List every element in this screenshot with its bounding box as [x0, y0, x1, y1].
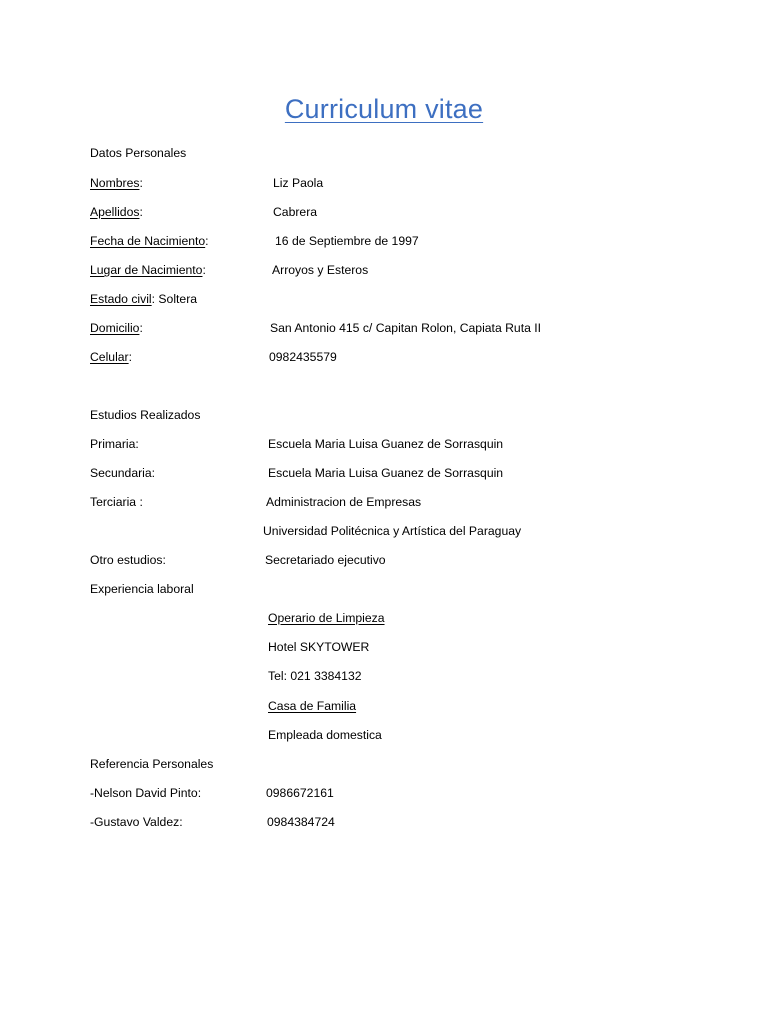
- value-fecha-nacimiento: 16 de Septiembre de 1997: [275, 234, 419, 248]
- value-otros-estudios: Secretariado ejecutivo: [265, 553, 386, 567]
- value-domicilio: San Antonio 415 c/ Capitan Rolon, Capiata Ruta II: [270, 321, 542, 335]
- section-heading-studies: Estudios Realizados: [90, 408, 201, 422]
- page-title: Curriculum vitae: [284, 94, 484, 124]
- job1-place: Hotel SKYTOWER: [268, 640, 370, 654]
- value-estado-civil: Soltera: [158, 292, 198, 306]
- label-fecha-nacimiento-text: Fecha de Nacimiento: [90, 234, 206, 248]
- label-ref2: -Gustavo Valdez:: [90, 815, 183, 829]
- value-celular: 0982435579: [269, 350, 337, 364]
- label-estado-civil-text: Estado civil: [90, 292, 152, 306]
- value-lugar-nacimiento: Arroyos y Esteros: [272, 263, 369, 277]
- label-otros-estudios: Otro estudios:: [90, 553, 166, 567]
- label-primaria: Primaria:: [90, 437, 139, 451]
- section-heading-references: Referencia Personales: [90, 757, 214, 771]
- value-ref1: 0986672161: [266, 786, 334, 800]
- job2-title: Casa de Familia: [268, 699, 357, 713]
- label-ref1: -Nelson David Pinto:: [90, 786, 202, 800]
- job1-phone: Tel: 021 3384132: [268, 669, 362, 683]
- label-lugar-nacimiento-text: Lugar de Nacimiento: [90, 263, 203, 277]
- section-heading-personal: Datos Personales: [90, 146, 187, 160]
- label-terciaria: Terciaria :: [90, 495, 143, 509]
- label-celular: Celular:: [90, 350, 133, 364]
- label-fecha-nacimiento: Fecha de Nacimiento:: [90, 234, 209, 248]
- value-ref2: 0984384724: [267, 815, 335, 829]
- label-celular-text: Celular: [90, 350, 129, 364]
- label-nombres-text: Nombres: [90, 176, 140, 190]
- job2-role: Empleada domestica: [268, 728, 382, 742]
- job1-title: Operario de Limpieza: [268, 611, 385, 625]
- label-nombres: Nombres:: [90, 176, 143, 190]
- value-primaria: Escuela Maria Luisa Guanez de Sorrasquin: [268, 437, 504, 451]
- section-heading-experience: Experiencia laboral: [90, 582, 194, 596]
- label-lugar-nacimiento: Lugar de Nacimiento:: [90, 263, 206, 277]
- value-terciaria: Administracion de Empresas: [266, 495, 422, 509]
- value-terciaria-institution: Universidad Politécnica y Artística del Paraguay: [263, 524, 522, 538]
- label-apellidos-text: Apellidos: [90, 205, 140, 219]
- value-nombres: Liz Paola: [273, 176, 324, 190]
- label-domicilio: Domicilio:: [90, 321, 143, 335]
- label-estado-civil: Estado civil: Soltera: [90, 292, 198, 306]
- label-secundaria: Secundaria:: [90, 466, 156, 480]
- value-apellidos: Cabrera: [273, 205, 318, 219]
- label-apellidos: Apellidos:: [90, 205, 143, 219]
- label-domicilio-text: Domicilio: [90, 321, 140, 335]
- value-secundaria: Escuela Maria Luisa Guanez de Sorrasquin: [268, 466, 504, 480]
